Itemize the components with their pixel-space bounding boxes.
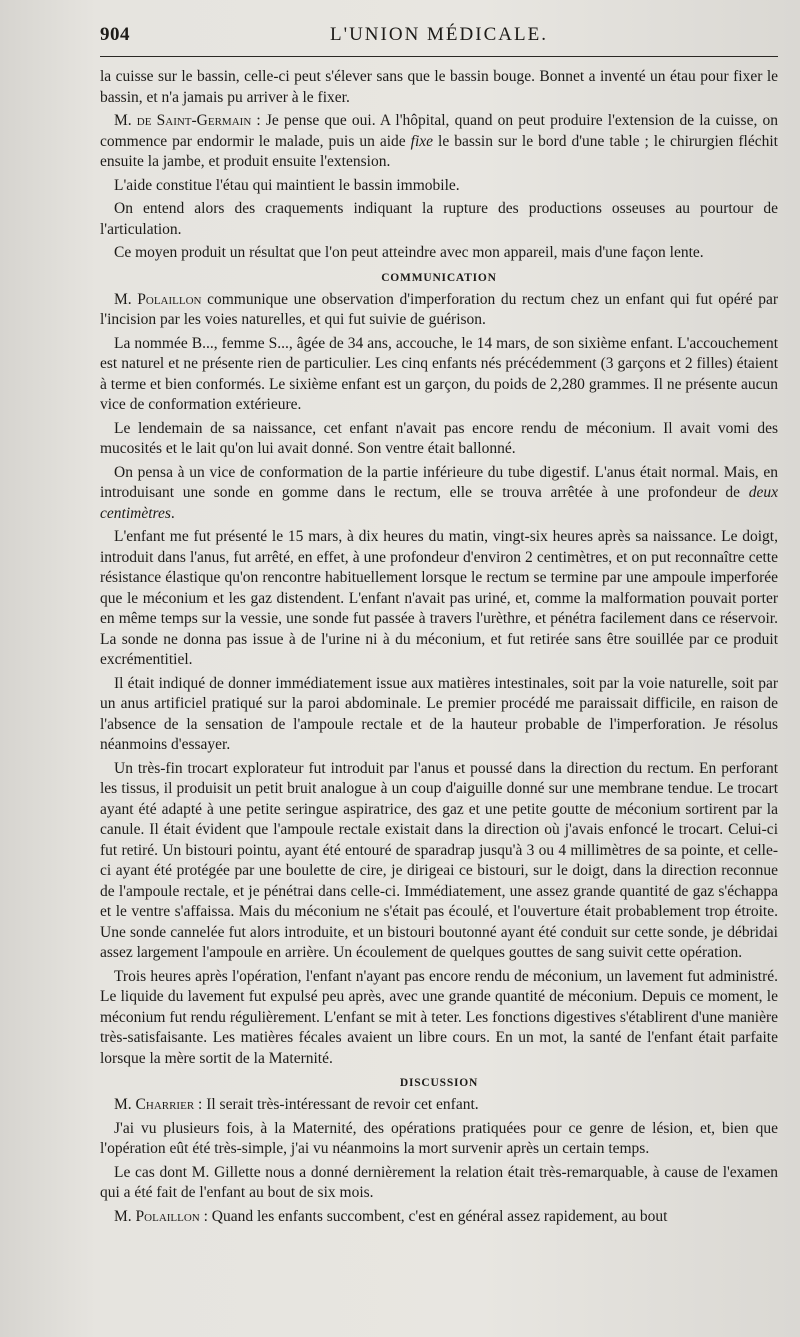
speaker-name: M. de Saint-Germain [114, 112, 252, 129]
paragraph: Le lendemain de sa naissance, cet enfant n'avait pas encore rendu de méconium. Il avait vomi des mucosités et le lait qu'on lui avait donné. Son ventre était ballonné. [100, 419, 778, 457]
paragraph: On entend alors des craquements indiquant la rupture des productions osseuses au pourtour de l'articulation. [100, 200, 778, 238]
paragraph: Il était indiqué de donner immédiatement issue aux matières intestinales, soit par la voie naturelle, soit par un anus artificiel pratiqué sur la paroi abdominale. Le premier procédé me paraissait difficile, en raison de l'absence de la sensation de l'ampoule rectale et de la hauteur probable de l'imperforation. Je résolus néanmoins d'essayer. [100, 674, 778, 753]
paragraph [100, 463, 778, 525]
speaker-name: M. Polaillon [114, 290, 202, 308]
section-title-discussion: DISCUSSION [399, 1077, 479, 1089]
speaker-name: M. Polaillon [114, 1207, 200, 1225]
italic-phrase: deux centimètres [100, 484, 778, 522]
speech-text: communique une observation d'imperforation du rectum chez un enfant qui fut opéré par l'incision par les voies naturelles, et qui fut suivie de guérison. [100, 290, 779, 328]
paragraph: la cuisse sur le bassin, celle-ci peut s'élever sans que le bassin bouge. Bonnet a inventé un étau pour fixer le bassin, et n'a jamais pu arriver à le fixer. [100, 68, 778, 106]
paragraph [100, 1207, 778, 1228]
paragraph: J'ai vu plusieurs fois, à la Maternité, des opérations pratiquées pour ce genre de lésion, et, bien que l'opération eût été très-simple, j'ai vu néanmoins la mort survenir après un certain temps. [100, 1119, 778, 1157]
speaker-name: M. Charrier [114, 1096, 195, 1113]
paragraph: Ce moyen produit un résultat que l'on peut atteindre avec mon appareil, mais d'une façon lente. [114, 244, 704, 261]
page-header [100, 22, 778, 57]
paragraph: Un très-fin trocart explorateur fut introduit par l'anus et poussé dans la direction du rectum. En perforant les tissus, il produisit un petit bruit analogue à un coup d'aiguille donné sur une membrane tendue. Le trocart ayant été adapté à une petite seringue aspiratrice, des gaz et une petite goutte de méconium sortirent par la canule. Il était évident que l'ampoule rectale existait dans la direction où j'avais enfoncé le trocart. Celui-ci fut retiré. Un bistouri pointu, ayant été entouré de sparadrap jusqu'à 3 ou 4 millimètres de sa pointe, et celle-ci ayant été protégée par une boulette de cire, je dirigeai ce bistouri, sur le doigt, dans la direction reconnue de l'ampoule rectale, et je pénétrai dans celle-ci. Immédiatement, une assez grande quantité de gaz s'échappa et le ventre s'affaissa. Mais du méconium ne s'était pas écoulé, et l'ouverture était probablement trop étroite. Une sonde cannelée fut alors introduite, et un bistouri boutonné ayant été conduit sur cette sonde, je débridai assez largement l'ampoule en arrière. Un écoulement de quelques gouttes de sang suivit cette opération. [100, 759, 778, 961]
speech-text: : Quand les enfants succombent, c'est en général assez rapidement, au bout [199, 1207, 668, 1225]
paragraph [100, 290, 778, 331]
section-title-communication: COMMUNICATION [381, 271, 497, 284]
paragraph: Le cas dont M. Gillette nous a donné dernièrement la relation était très-remarquable, à cause de l'examen qui a été fait de l'enfant au bout de six mois. [100, 1163, 778, 1201]
body-text: . [170, 504, 175, 522]
paragraph: La nommée B..., femme S..., âgée de 34 ans, accouche, le 14 mars, de son sixième enfant. L'accouchement est naturel et ne présente rien de particulier. Les cinq enfants nés précédemment (3 garçons et 2 filles) étaient à terme et bien conformés. Le sixième enfant est un garçon, du poids de 2,280 grammes. Il ne présente aucun vice de conformation extérieure. [100, 334, 778, 413]
paragraph: L'aide constitue l'étau qui maintient le bassin immobile. [114, 176, 460, 194]
speech-text: : Je pense que oui. A l'hôpital, quand on peut produire l'extension de la cuisse, on commence par endormir le malade, puis un aide [100, 112, 778, 150]
paragraph: Trois heures après l'opération, l'enfant n'ayant pas encore rendu de méconium, un lavement fut administré. Le liquide du lavement fut expulsé peu après, avec une grande quantité de méconium. Depuis ce moment, le méconium fut rendu régulièrement. L'enfant se mit à teter. Les fonctions digestives s'établirent d'une manière très-satisfaisante. Les matières fécales avaient un libre cours. En un mot, la santé de l'enfant était parfaite lorsque la mère sortit de la Maternité. [100, 967, 778, 1067]
article-body [100, 67, 778, 1227]
speech-text: : Il serait très-intéressant de revoir cet enfant. [194, 1096, 479, 1113]
paragraph [100, 1095, 778, 1116]
running-title: L'UNION MÉDICALE. [330, 24, 548, 45]
paragraph [100, 111, 778, 173]
page-number: 904 [100, 24, 130, 45]
speech-text: le bassin sur le bord d'une table ; le chirurgien fléchit ensuite la jambe, et produit ensuite l'extension. [100, 132, 778, 170]
body-text: On pensa à un vice de conformation de la partie inférieure du tube digestif. L'anus était normal. Mais, en introduisant une sonde en gomme dans le rectum, elle se trouva arrêtée à une profondeur de [100, 463, 778, 501]
italic-word: fixe [410, 132, 434, 150]
paragraph: L'enfant me fut présenté le 15 mars, à dix heures du matin, vingt-six heures après sa naissance. Le doigt, introduit dans l'anus, fut arrêté, en effet, à une profondeur d'environ 2 centimètres, et on put reconnaître cette résistance élastique qu'on rencontre habituellement lorsque le rectum se termine par une ampoule imperforée que le méconium et les gaz distendent. L'enfant n'avait pas uriné, et, comme la malformation pouvait porter en même temps sur la vessie, une sonde fut passée à travers l'urèthre, et pénétra facilement dans ce réservoir. La sonde ne donna pas issue à de l'urine ni à du méconium, et fut retirée sans être souillée par ce produit excrémentitiel. [100, 528, 778, 668]
